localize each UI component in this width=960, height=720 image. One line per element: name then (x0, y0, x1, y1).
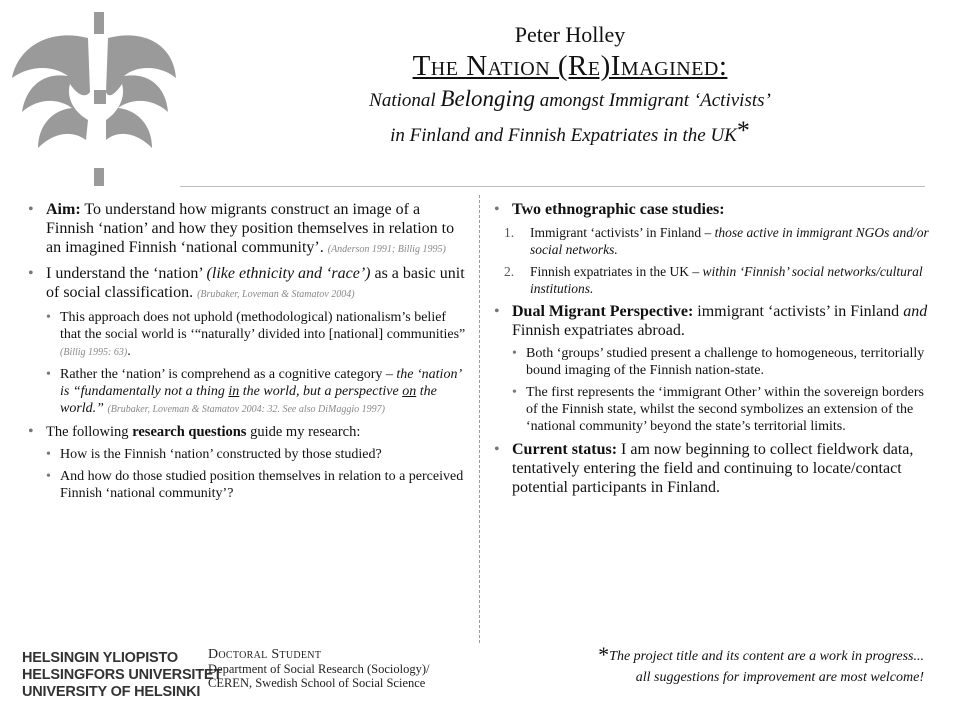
doctoral-rank: Doctoral Student (208, 647, 322, 662)
subtitle-emphasis: Belonging (440, 86, 535, 111)
dual-perspective-bullet (494, 302, 934, 340)
rq-text: guide my research: (250, 424, 361, 440)
research-question-1: • How is the Finnish ‘nation’ constructed by those studied? (28, 446, 468, 463)
affiliation-block (208, 648, 429, 690)
aim-text: To understand how migrants construct an image of a Finnish ‘nation’ and how they position themselves in relation to an imagined Finnish ‘national community’. (46, 201, 455, 256)
nation-text: I understand the ‘nation’ (46, 265, 203, 282)
case-text: Finnish expatriates in the UK – (530, 264, 700, 279)
author-name: Peter Holley (514, 22, 626, 47)
dual-text: Finnish expatriates abroad. (512, 322, 685, 339)
note-line-2: all suggestions for improvement are most welcome! (635, 670, 924, 685)
cognitive-bullet (28, 366, 468, 418)
poster-title-text: The Nation (Re)Imagined: (412, 50, 728, 82)
list-number: 1. (504, 225, 515, 240)
citation: (Brubaker, Loveman & Stamatov 2004: 32. See also DiMaggio 1997) (107, 404, 385, 415)
quote-underlined: in (228, 384, 240, 399)
nation-text: as a basic unit of social classification. (46, 265, 465, 301)
dual-text: immigrant ‘activists’ in Finland (697, 303, 900, 320)
subtitle-part: amongst Immigrant ‘Activists’ (539, 90, 771, 111)
list-number: 2. (504, 264, 515, 279)
quote-part: the ‘nation’ is “fundamentally not a thing (60, 367, 461, 399)
case-studies-label: Two ethnographic case studies: (512, 201, 725, 218)
quote-part: the world.” (60, 384, 437, 416)
poster-header (190, 22, 950, 151)
note-line-1: The project title and its content are a work in progress... (609, 649, 924, 664)
case-italic: within ‘Finnish’ social networks/cultural institutions. (530, 264, 923, 296)
current-status-bullet (494, 440, 934, 497)
case-text: Immigrant ‘activists’ in Finland – (530, 225, 712, 240)
status-text: I am now beginning to collect fieldwork data, tentatively entering the field and continuing to locate/contact potential participants in Finland. (512, 441, 914, 496)
methodology-text: This approach does not uphold (methodological) nationalism’s belief that the social world is ‘“naturally’ divided into [national] communities” (60, 310, 466, 342)
citation: (Brubaker, Loveman & Stamatov 2004) (197, 289, 355, 300)
dual-sub-2: • The first represents the ‘immigrant Other’ within the sovereign borders of the Finnish state, whilst the second symbolizes an extension of the ‘national community’ beyond the state’s territorial limits. (494, 384, 934, 435)
department-line-1: Department of Social Research (Sociology)/ (208, 662, 430, 676)
university-flame-logo (8, 8, 178, 188)
case-studies-bullet (494, 200, 934, 219)
progress-note (598, 644, 924, 688)
dual-italic: and (903, 303, 928, 320)
quote-underlined: on (402, 384, 417, 399)
asterisk-mark: * (598, 642, 610, 667)
citation: (Billig 1995: 63) (60, 347, 128, 358)
quote-part: the world, but a perspective (242, 384, 399, 399)
asterisk-mark: * (736, 116, 750, 145)
aim-label: Aim: (46, 201, 81, 218)
right-column (494, 200, 934, 502)
header-divider (180, 186, 925, 187)
case-italic: those active in immigrant NGOs and/or social networks. (530, 225, 929, 257)
research-question-2: • And how do those studied position themselves in relation to a perceived Finnish ‘national community’? (28, 468, 468, 502)
punctuation: . (127, 344, 131, 359)
poster-title (190, 48, 950, 84)
case-study-1 (494, 224, 934, 258)
university-name-en: UNIVERSITY OF HELSINKI (22, 684, 201, 700)
university-name-fi: HELSINGIN YLIOPISTO (22, 650, 178, 666)
poster-subtitle (190, 84, 950, 151)
department-line-2: CEREN, Swedish School of Social Science (208, 676, 426, 690)
rq-text: The following (46, 424, 129, 440)
cognitive-text: Rather the ‘nation’ is comprehend as a cognitive category – (60, 367, 393, 382)
methodology-bullet (28, 309, 468, 361)
dual-label: Dual Migrant Perspective: (512, 303, 694, 320)
subtitle-line-2: in Finland and Finnish Expatriates in the UK (390, 125, 737, 146)
subtitle-part: National (369, 90, 436, 111)
university-name-sv: HELSINGFORS UNIVERSITET (22, 667, 223, 683)
nation-italic: (like ethnicity and ‘race’) (206, 265, 371, 282)
aim-bullet (28, 200, 468, 259)
column-divider (479, 195, 480, 643)
left-column (28, 200, 468, 507)
case-study-2 (494, 263, 934, 297)
citation: (Anderson 1991; Billig 1995) (327, 244, 446, 255)
research-questions-bullet (28, 423, 468, 441)
status-label: Current status: (512, 441, 618, 458)
university-wordmark (22, 650, 222, 701)
rq-bold: research questions (132, 424, 247, 440)
nation-bullet (28, 264, 468, 304)
dual-sub-1: • Both ‘groups’ studied present a challenge to homogeneous, territorially bound imaging of the Finnish nation-state. (494, 345, 934, 379)
